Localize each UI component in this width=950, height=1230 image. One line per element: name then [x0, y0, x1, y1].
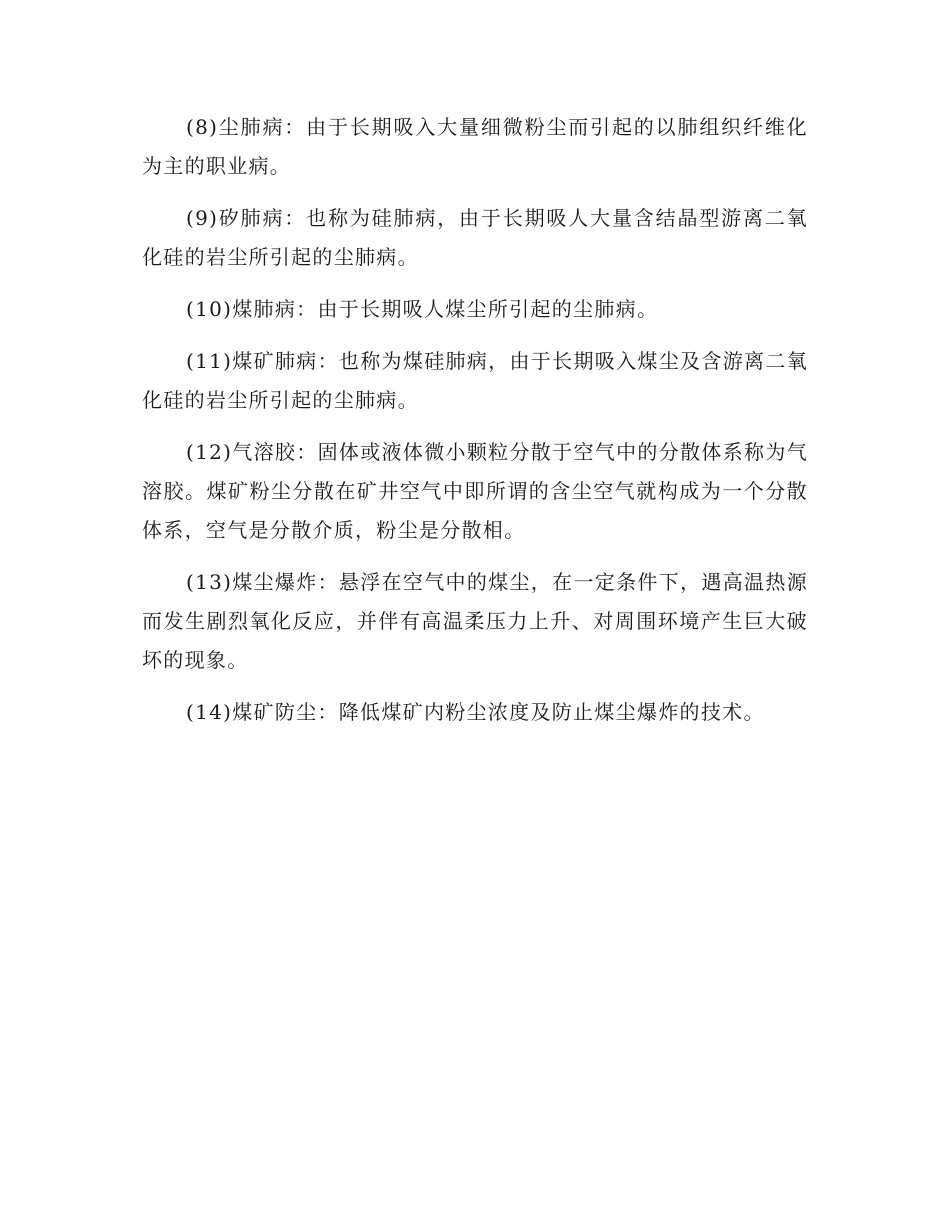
- definition-paragraph-12: (12)气溶胶：固体或液体微小颗粒分散于空气中的分散体系称为气溶胶。煤矿粉尘分散在矿井空气中即所谓的含尘空气就构成为一个分散体系，空气是分散介质，粉尘是分散相。: [142, 440, 808, 542]
- definition-paragraph-8: (8)尘肺病：由于长期吸入大量细微粉尘而引起的以肺组织纤维化为主的职业病。: [142, 115, 808, 178]
- definition-paragraph-10: (10)煤肺病：由于长期吸人煤尘所引起的尘肺病。: [186, 297, 659, 321]
- definition-paragraph-14: (14)煤矿防尘：降低煤矿内粉尘浓度及防止煤尘爆炸的技术。: [186, 700, 765, 724]
- definition-paragraph-9: (9)矽肺病：也称为硅肺病，由于长期吸人大量含结晶型游离二氧化硅的岩尘所引起的尘肺病。: [142, 206, 808, 269]
- definition-paragraph-11: (11)煤矿肺病：也称为煤硅肺病，由于长期吸入煤尘及含游离二氧化硅的岩尘所引起的尘肺病。: [142, 349, 808, 412]
- document-body: [142, 108, 808, 745]
- definition-paragraph-13: (13)煤尘爆炸：悬浮在空气中的煤尘，在一定条件下，遇高温热源而发生剧烈氧化反应，并伴有高温柔压力上升、对周围环境产生巨大破坏的现象。: [142, 570, 808, 672]
